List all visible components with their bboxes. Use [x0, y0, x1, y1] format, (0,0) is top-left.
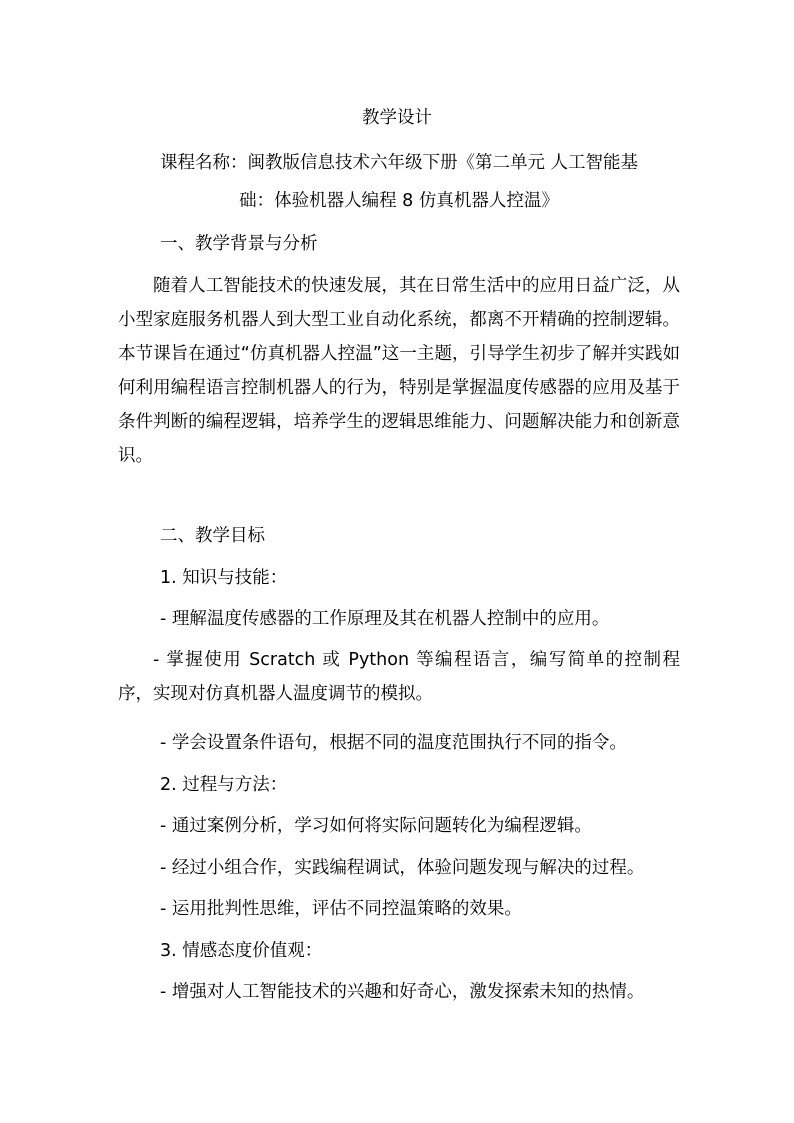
goal-item: - 增强对人工智能技术的兴趣和好奇心，激发探索未知的热情。: [160, 982, 645, 1002]
goal-item: - 经过小组合作，实践编程调试，体验问题发现与解决的过程。: [160, 858, 645, 878]
goal-item: - 通过案例分析，学习如何将实际问题转化为编程逻辑。: [160, 816, 592, 836]
course-name-line-2: 础：体验机器人编程 8 仿真机器人控温》: [239, 191, 559, 211]
goal-item: - 掌握使用 Scratch 或 Python 等编程语言，编写简单的控制程序，实现对仿真机器人温度调节的模拟。: [118, 650, 680, 704]
course-name: [118, 144, 680, 220]
goal-heading-process: 2. 过程与方法：: [160, 775, 288, 795]
goal-item: - 学会设置条件语句，根据不同的温度范围执行不同的指令。: [160, 733, 627, 753]
section-heading-objectives: 二、教学目标: [160, 526, 265, 546]
goal-item: - 理解温度传感器的工作原理及其在机器人控制中的应用。: [160, 609, 610, 629]
goal-item: - 运用批判性思维，评估不同控温策略的效果。: [160, 899, 522, 919]
goal-heading-attitude: 3. 情感态度价值观：: [160, 941, 323, 961]
section-heading-background: 一、教学背景与分析: [160, 234, 318, 254]
document-title: 教学设计: [362, 108, 432, 128]
goal-heading-knowledge: 1. 知识与技能：: [160, 568, 288, 588]
background-paragraph: 随着人工智能技术的快速发展，其在日常生活中的应用日益广泛，从小型家庭服务机器人到大型工业自动化系统，都离不开精确的控制逻辑。本节课旨在通过“仿真机器人控温”这一主题，引导学生初步了解并实践如何利用编程语言控制机器人的行为，特别是掌握温度传感器的应用及基于条件判断的编程逻辑，培养学生的逻辑思维能力、问题解决能力和创新意识。: [118, 276, 680, 466]
course-name-line-1: 课程名称：闽教版信息技术六年级下册《第二单元 人工智能基: [159, 153, 639, 173]
